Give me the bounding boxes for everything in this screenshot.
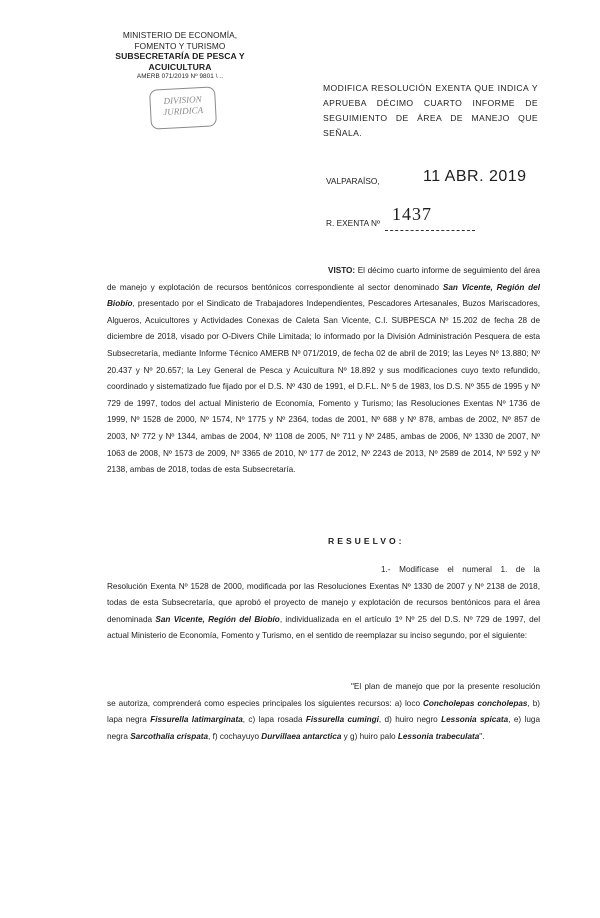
stamp-line-1: DIVISION xyxy=(163,94,202,106)
document-place: VALPARAÍSO, xyxy=(326,176,380,186)
visto-paragraph xyxy=(107,263,540,479)
species-3: Fissurella cumingi xyxy=(305,715,379,725)
visto-sector: San Vicente, Región del Biobío xyxy=(107,282,540,309)
quote-text-3: , c) lapa rosada xyxy=(242,715,306,725)
quote-text-7: y g) huiro palo xyxy=(341,731,398,741)
quote-text-2: , b) lapa negra xyxy=(107,698,540,725)
document-title: MODIFICA RESOLUCIÓN EXENTA QUE INDICA Y APRUEBA DÉCIMO CUARTO INFORME DE SEGUIMIENTO DE ÁREA DE MANEJO QUE SEÑALA. xyxy=(323,83,538,138)
document-date: 11 ABR. 2019 xyxy=(423,168,527,185)
division-juridica-stamp xyxy=(149,86,217,129)
stamp-line-2: JURIDICA xyxy=(162,104,204,118)
exenta-underline xyxy=(385,230,475,231)
species-1: Concholepas concholepas xyxy=(422,698,528,708)
species-2: Fissurella latimarginata xyxy=(150,715,243,725)
quote-text-6: , f) cochayuyo xyxy=(208,731,262,741)
visto-text-2: , presentado por el Sindicato de Trabajadores Independientes, Pescadores Artesanales, Buzos Mariscadores, Algueros, Acuicultores y Actividades Conexas de Caleta San Vicente, C.I. SUBPESCA Nº 15.202 de fecha 28 de diciembre de 2018, visado por O-Divers Chile Limitada; lo informado por la División Administración Pesquera de esta Subsecretaría, mediante Informe Técnico AMERB Nº 071/2019, de fecha 02 de abril de 2019; las Leyes Nº 13.880; Nº 20.437 y Nº 20.657; la Ley General de Pesca y Acuicultura Nº 18.892 y sus modificaciones cuyo texto refundido, coordinado y sistematizado fue fijado por el D.S. Nº 430 de 1991, el D.F.L. Nº 5 de 1983, los D.S. Nº 355 de 1995 y Nº 729 de 1997, todos del actual Ministerio de Economía, Fomento y Turismo; las Resoluciones Exentas Nº 1736 de 1999, Nº 1528 de 2000, Nº 1574, Nº 1775 y Nº 2364, todas de 2001, Nº 688 y Nº 878, ambas de 2002, Nº 857 de 2003, Nº 772 y Nº 1344, ambas de 2004, Nº 1108 de 2005, Nº 711 y Nº 2485, ambas de 2006, Nº 1330 de 2007, Nº 1063 de 2008, Nº 1573 de 2009, Nº 3365 de 2010, Nº 177 de 2012, Nº 2243 de 2013, Nº 2589 de 2014, Nº 592 y Nº 2138, ambas de 2018, todas de esta Subsecretaría. xyxy=(107,299,540,475)
quoted-paragraph xyxy=(107,679,540,745)
ministry-subname: FOMENTO Y TURISMO xyxy=(134,40,226,51)
quote-text-8: ". xyxy=(479,731,485,741)
species-7: Lessonia trabeculata xyxy=(397,731,480,741)
exenta-number: 1437 xyxy=(392,204,432,224)
quote-text-1: "El plan de manejo que por la presente resolución se autoriza, comprenderá como especies principales los siguientes recursos: a) loco xyxy=(107,682,540,708)
exenta-label: R. EXENTA Nº xyxy=(326,218,381,228)
ministry-header xyxy=(100,30,260,83)
article-1-text-1: 1.- Modifícase el numeral 1. de la Resolución Exenta Nº 1528 de 2000, modificada por las Resoluciones Exentas Nº 1330 de 2007 y Nº 2138 de 2018, todas de esta Subsecretaría, que aprobó el proyecto de manejo y explotación de recursos bentónicos para el área denominada xyxy=(107,565,540,624)
reference-code: AMERB 071/2019 Nº 9801 \ .. xyxy=(136,73,224,80)
subsecretaria-name: SUBSECRETARÍA DE PESCA Y ACUICULTURA xyxy=(115,51,245,72)
visto-label: VISTO: xyxy=(328,266,356,275)
article-1-sector: San Vicente, Región del Biobío xyxy=(155,614,280,624)
species-4: Lessonia spicata xyxy=(441,715,509,725)
species-6: Durvillaea antarctica xyxy=(261,731,342,741)
quote-text-5: , e) luga negra xyxy=(107,715,540,741)
article-1-paragraph xyxy=(107,562,540,645)
species-5: Sarcothalia crispata xyxy=(130,731,209,741)
visto-text-1: El décimo cuarto informe de seguimiento del área de manejo y explotación de recursos bentónicos correspondiente al sector denominado xyxy=(107,266,540,292)
resuelvo-heading: RESUELVO: xyxy=(328,536,405,546)
article-1-text-2: , individualizada en el artículo 1º Nº 25 del D.S. Nº 729 de 1997, del actual Ministerio de Economía, Fomento y Turismo, en el sentido de reemplazar su inciso segundo, por el siguiente: xyxy=(107,614,541,641)
quote-text-4: , d) huiro negro xyxy=(378,715,442,725)
ministry-name: MINISTERIO DE ECONOMÍA, xyxy=(122,30,238,40)
